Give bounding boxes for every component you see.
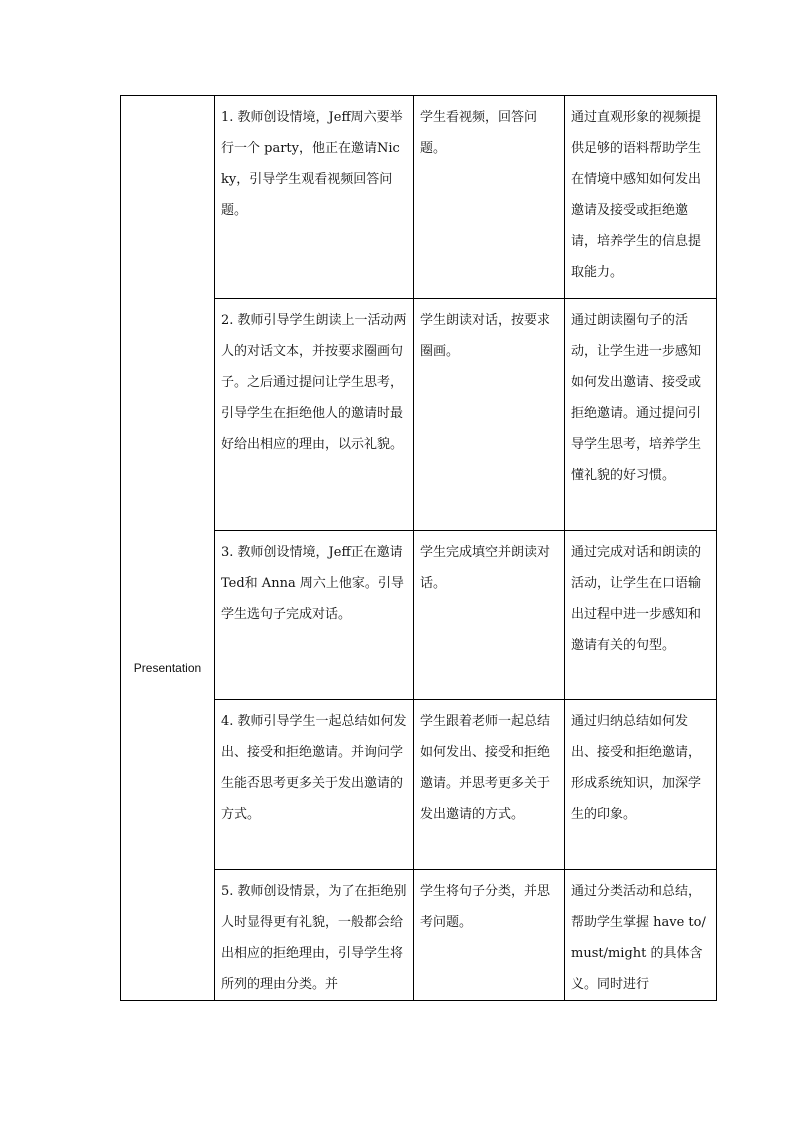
- teacher-activity-text: 1. 教师创设情境，Jeff周六要举行一个 party，他正在邀请Nicky，引导学生观看视频回答问题。: [221, 110, 403, 218]
- teacher-activity-text: 4. 教师引导学生一起总结如何发出、接受和拒绝邀请。并询问学生能否思考更多关于发出邀请的方式。: [221, 714, 407, 822]
- student-activity-cell: [414, 700, 565, 870]
- student-activity-cell: [414, 299, 565, 531]
- teacher-activity-text: 2. 教师引导学生朗读上一活动两人的对话文本，并按要求圈画句子。之后通过提问让学生思考，引导学生在拒绝他人的邀请时最好给出相应的理由，以示礼貌。: [221, 313, 407, 452]
- student-activity-text: 学生完成填空并朗读对话。: [420, 545, 551, 591]
- purpose-text: 通过朗读圈句子的活动，让学生进一步感知如何发出邀请、接受或拒绝邀请。通过提问引导学生思考，培养学生懂礼貌的好习惯。: [571, 313, 702, 483]
- stage-cell: [121, 96, 215, 1001]
- student-activity-text: 学生跟着老师一起总结如何发出、接受和拒绝邀请。并思考更多关于发出邀请的方式。: [420, 714, 551, 822]
- student-activity-text: 学生朗读对话，按要求圈画。: [420, 313, 551, 359]
- teacher-activity-cell: [215, 531, 414, 700]
- student-activity-cell: [414, 870, 565, 1001]
- student-activity-text: 学生将句子分类，并思考问题。: [420, 884, 551, 930]
- purpose-cell: [565, 96, 717, 299]
- teacher-activity-cell: [215, 96, 414, 299]
- teacher-activity-text: 3. 教师创设情境，Jeff正在邀请 Ted和 Anna 周六上他家。引导学生选句子完成对话。: [221, 545, 404, 622]
- purpose-text: 通过分类活动和总结，帮助学生掌握 have to/must/might 的具体含义。同时进行: [571, 884, 706, 992]
- teacher-activity-text: 5. 教师创设情景，为了在拒绝别人时显得更有礼貌，一般都会给出相应的拒绝理由，引导学生将所列的理由分类。并: [221, 884, 407, 992]
- table-row: [121, 96, 717, 299]
- stage-label: Presentation: [133, 660, 202, 675]
- lesson-plan-table: [120, 95, 717, 1001]
- purpose-cell: [565, 700, 717, 870]
- teacher-activity-cell: [215, 700, 414, 870]
- student-activity-cell: [414, 96, 565, 299]
- purpose-cell: [565, 299, 717, 531]
- teacher-activity-cell: [215, 299, 414, 531]
- purpose-cell: [565, 870, 717, 1001]
- purpose-text: 通过归纳总结如何发出、接受和拒绝邀请，形成系统知识，加深学生的印象。: [571, 714, 702, 822]
- teacher-activity-cell: [215, 870, 414, 1001]
- student-activity-text: 学生看视频，回答问题。: [420, 110, 538, 156]
- student-activity-cell: [414, 531, 565, 700]
- purpose-text: 通过直观形象的视频提供足够的语料帮助学生在情境中感知如何发出邀请及接受或拒绝邀请，培养学生的信息提取能力。: [571, 110, 702, 280]
- purpose-cell: [565, 531, 717, 700]
- purpose-text: 通过完成对话和朗读的活动，让学生在口语输出过程中进一步感知和邀请有关的句型。: [571, 545, 702, 653]
